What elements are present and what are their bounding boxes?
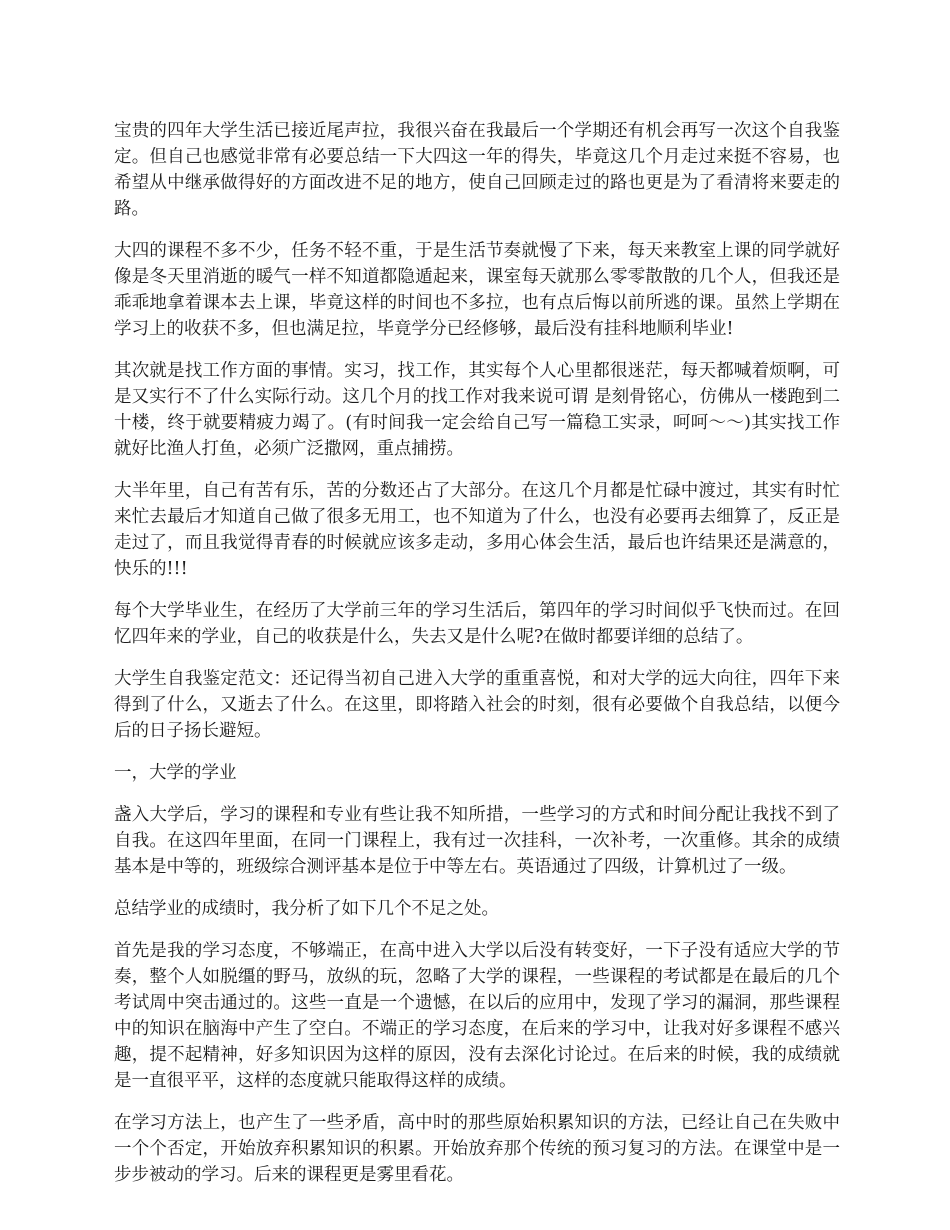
paragraph-senior-courses: 大四的课程不多不少，任务不轻不重，于是生活节奏就慢了下来，每天来教室上课的同学就好像是冬天里消逝的暖气一样不知道都隐遁起来，课室每天就那么零零散散的几个人，但我还是乖乖地拿着课本去上课，毕竟这样的时间也不多拉，也有点后悔以前所逃的课。虽然上学期在学习上的收获不多，但也满足拉，毕竟学分已经修够，最后没有挂科地顺利毕业!	[114, 241, 840, 339]
paragraph-shortcomings-intro: 总结学业的成绩时，我分析了如下几个不足之处。	[114, 899, 499, 919]
paragraph-sample-essay: 大学生自我鉴定范文：还记得当初自己进入大学的重重喜悦，和对大学的远大向往，四年下来得到了什么，又逝去了什么。在这里，即将踏入社会的时刻，很有必要做个自我总结，以便今后的日子扬长避短。	[114, 669, 840, 741]
paragraph-job-search: 其次就是找工作方面的事情。实习，找工作，其实每个人心里都很迷茫，每天都喊着烦啊，可是又实行不了什么实际行动。这几个月的找工作对我来说可谓 是刻骨铭心，仿佛从一楼跑到二十楼，终于就要精疲力竭了。(有时间我一定会给自己写一篇稳工实录，呵呵～～)其实找工作就好比渔人打鱼，必须广泛撒网，重点捕捞。	[114, 361, 840, 459]
paragraph-academic-results: 盏入大学后，学习的课程和专业有些让我不知所措，一些学习的方式和时间分配让我找不到了自我。在这四年里面，在同一门课程上，我有过一次挂科，一次补考，一次重修。其余的成绩基本是中等的，班级综合测评基本是位于中等左右。英语通过了四级，计算机过了一级。	[114, 805, 840, 877]
paragraph-graduate-review: 每个大学毕业生，在经历了大学前三年的学习生活后，第四年的学习时间似乎飞快而过。在回忆四年来的学业，自己的收获是什么，失去又是什么呢?在做时都要详细的总结了。	[114, 601, 840, 647]
paragraph-study-attitude: 首先是我的学习态度，不够端正，在高中进入大学以后没有转变好，一下子没有适应大学的节奏，整个人如脱缰的野马，放纵的玩，忽略了大学的课程，一些课程的考试都是在最后的几个考试周中突击通过的。这些一直是一个遗憾，在以后的应用中，发现了学习的漏洞，那些课程中的知识在脑海中产生了空白。不端正的学习态度，在后来的学习中，让我对好多课程不感兴趣，提不起精神，好多知识因为这样的原因，没有去深化讨论过。在后来的时候，我的成绩就是一直很平平，这样的态度就只能取得这样的成绩。	[114, 941, 840, 1091]
document-page	[114, 118, 840, 1204]
paragraph-study-method: 在学习方法上，也产生了一些矛盾，高中时的那些原始积累知识的方法，已经让自己在失败中一个个否定，开始放弃积累知识的积累。开始放弃那个传统的预习复习的方法。在课堂中是一步步被动的学习。后来的课程更是雾里看花。	[114, 1113, 840, 1185]
section-heading-academics: 一，大学的学业	[114, 763, 237, 783]
paragraph-half-year: 大半年里，自己有苦有乐，苦的分数还占了大部分。在这几个月都是忙碌中渡过，其实有时忙来忙去最后才知道自己做了很多无用工，也不知道为了什么，也没有必要再去细算了，反正是走过了，而且我觉得青春的时候就应该多走动，多用心体会生活，最后也许结果还是满意的，快乐的!!!	[114, 481, 840, 579]
paragraph-intro: 宝贵的四年大学生活已接近尾声拉，我很兴奋在我最后一个学期还有机会再写一次这个自我鉴定。但自己也感觉非常有必要总结一下大四这一年的得失，毕竟这几个月走过来挺不容易，也希望从中继承做得好的方面改进不足的地方，使自己回顾走过的路也更是为了看清将来要走的路。	[114, 121, 840, 219]
